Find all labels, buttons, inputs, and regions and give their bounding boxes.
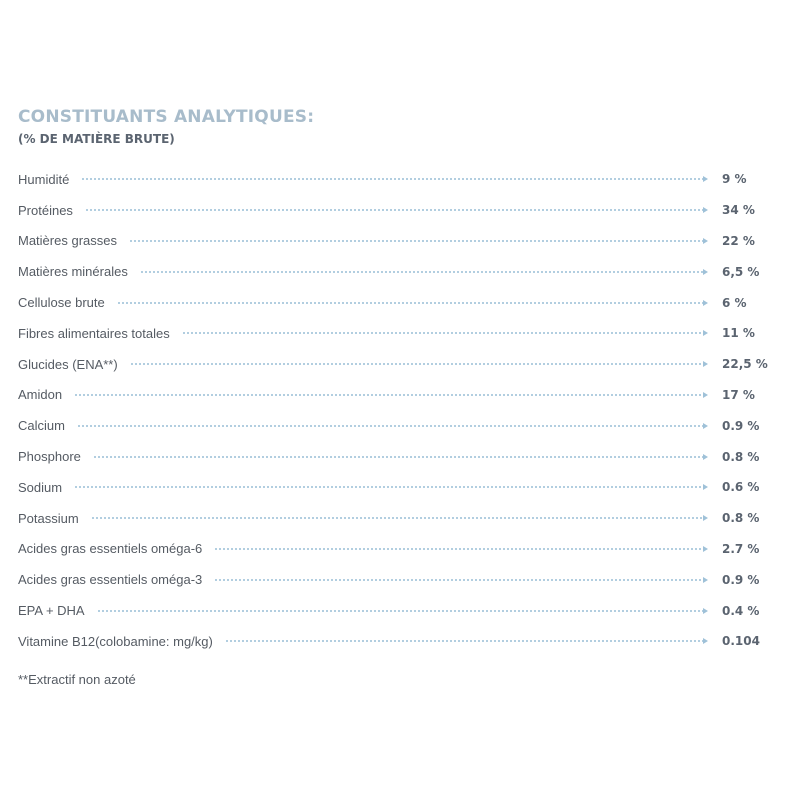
analytical-constituents-panel (18, 106, 768, 657)
dotted-leader-arrow-icon (182, 328, 708, 338)
dotted-leader-arrow-icon (91, 513, 708, 523)
constituent-label: Glucides (ENA**) (18, 356, 118, 372)
constituent-row-fibres-alimentaires (18, 318, 758, 349)
dotted-leader-arrow-icon (225, 636, 708, 646)
constituent-row-epa-dha (18, 595, 758, 626)
section-subtitle: (% DE MATIÈRE BRUTE) (18, 132, 175, 146)
constituent-row-matieres-grasses (18, 226, 758, 257)
dotted-leader-arrow-icon (129, 236, 708, 246)
constituent-label: Sodium (18, 479, 63, 495)
constituent-row-cellulose-brute (18, 287, 758, 318)
constituent-value: 17 % (722, 387, 755, 402)
constituent-label: Phosphore (18, 449, 81, 465)
constituent-label: Fibres alimentaires totales (18, 325, 170, 341)
dotted-leader-arrow-icon (93, 452, 708, 462)
constituent-label: Amidon (18, 387, 63, 403)
constituent-row-glucides (18, 349, 768, 380)
constituent-value: 2.7 % (722, 541, 760, 556)
constituent-row-phosphore (18, 441, 758, 472)
dotted-leader-arrow-icon (117, 298, 708, 308)
constituent-row-sodium (18, 472, 758, 503)
dotted-leader-arrow-icon (85, 205, 708, 215)
constituent-label: Protéines (18, 202, 73, 218)
constituent-row-potassium (18, 503, 758, 534)
constituent-row-matieres-minerales (18, 256, 758, 287)
dotted-leader-arrow-icon (214, 544, 708, 554)
section-title: CONSTITUANTS ANALYTIQUES: (18, 107, 315, 127)
constituent-label: Potassium (18, 510, 79, 526)
constituent-label: Matières minérales (18, 264, 128, 280)
constituent-value: 0.8 % (722, 449, 760, 464)
constituent-row-proteines (18, 195, 758, 226)
constituent-value: 0.4 % (722, 603, 760, 618)
constituent-value: 0.8 % (722, 511, 760, 526)
dotted-leader-arrow-icon (74, 482, 708, 492)
footnote: **Extractif non azoté (18, 672, 136, 687)
constituent-row-vitamine-b12 (18, 626, 758, 657)
dotted-leader-arrow-icon (140, 267, 708, 277)
constituent-value: 9 % (722, 172, 747, 187)
constituent-label: Matières grasses (18, 233, 117, 249)
constituent-value: 6,5 % (722, 264, 760, 279)
constituent-value: 34 % (722, 203, 755, 218)
constituent-value: 11 % (722, 326, 755, 341)
dotted-leader-arrow-icon (81, 174, 708, 184)
dotted-leader-arrow-icon (77, 421, 708, 431)
constituent-value: 22 % (722, 233, 755, 248)
constituent-value: 22,5 % (722, 357, 768, 372)
constituent-label: Calcium (18, 418, 65, 434)
constituent-label: Acides gras essentiels oméga-3 (18, 572, 203, 588)
constituent-value: 6 % (722, 295, 747, 310)
dotted-leader-arrow-icon (97, 606, 708, 616)
dotted-leader-arrow-icon (130, 359, 708, 369)
constituent-label: Cellulose brute (18, 295, 105, 311)
constituent-row-calcium (18, 410, 758, 441)
constituent-label: Vitamine B12(colobamine: mg/kg) (18, 633, 213, 649)
constituent-row-humidite (18, 164, 758, 195)
constituent-label: EPA + DHA (18, 603, 85, 619)
constituent-row-omega-3 (18, 564, 758, 595)
constituents-list (18, 164, 768, 657)
dotted-leader-arrow-icon (214, 575, 708, 585)
constituent-label: Acides gras essentiels oméga-6 (18, 541, 203, 557)
constituent-value: 0.6 % (722, 480, 760, 495)
dotted-leader-arrow-icon (74, 390, 708, 400)
constituent-row-omega-6 (18, 534, 758, 565)
constituent-value: 0.9 % (722, 572, 760, 587)
constituent-value: 0.104 (722, 634, 760, 649)
constituent-value: 0.9 % (722, 418, 760, 433)
constituent-label: Humidité (18, 171, 70, 187)
constituent-row-amidon (18, 380, 758, 411)
